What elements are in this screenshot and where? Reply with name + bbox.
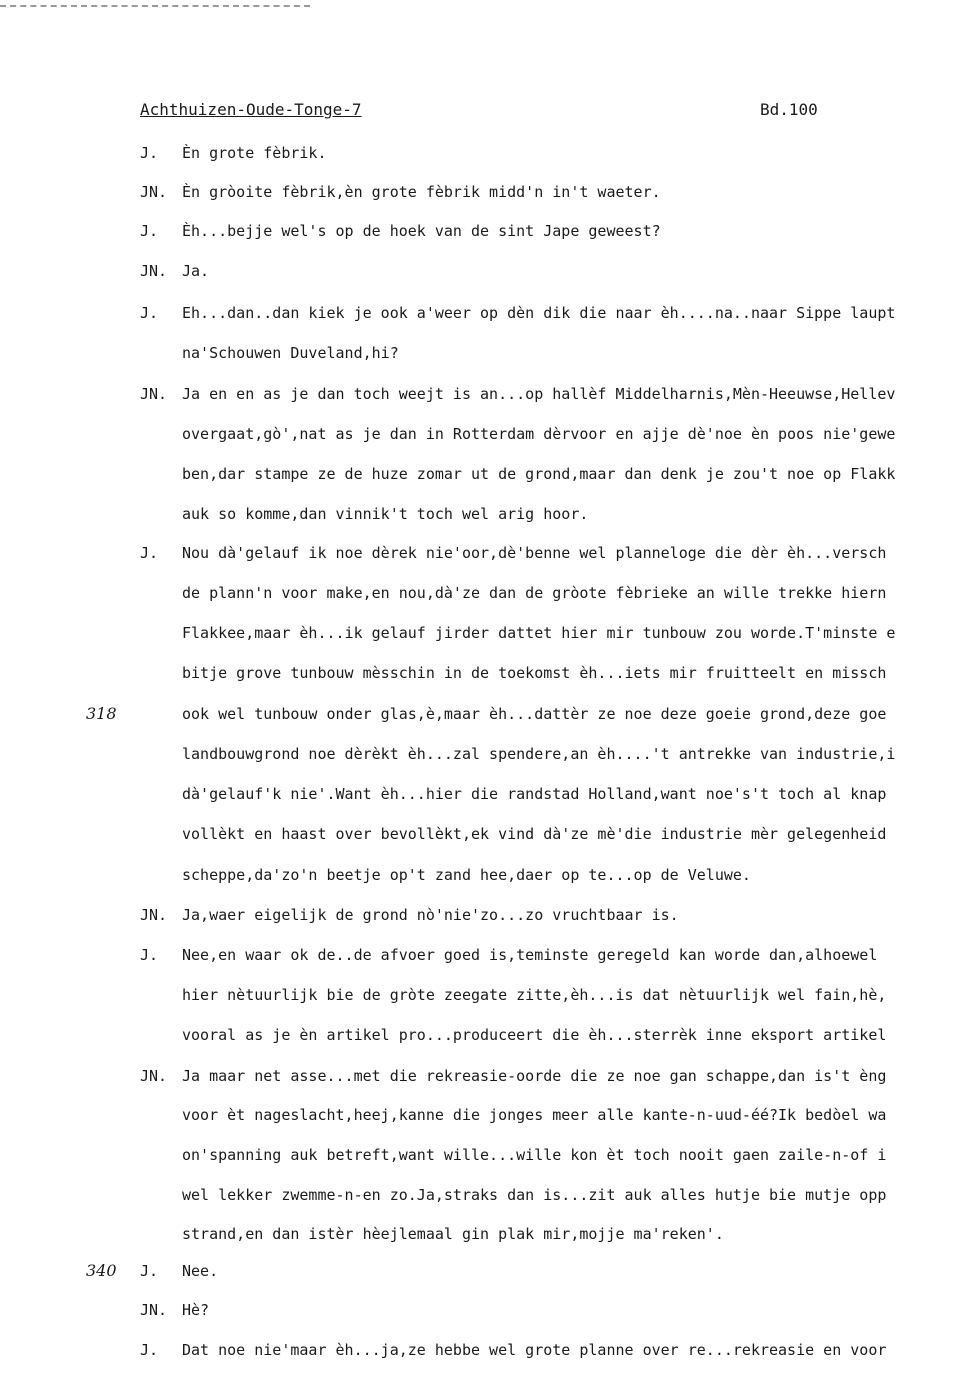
utterance-text: Eh...dan..dan kiek je ook a'weer op dèn dik die naar èh....na..naar Sippe laupt	[182, 304, 896, 322]
utterance-text: auk so komme,dan vinnik't toch wel arig hoor.	[182, 505, 589, 523]
volume-reference: Bd.100	[760, 100, 818, 119]
speaker-label: J.	[140, 544, 159, 562]
utterance-text: wel lekker zwemme-n-en zo.Ja,straks dan is...zit auk alles hutje bie mutje opp	[182, 1186, 887, 1204]
utterance-text: overgaat,gò',nat as je dan in Rotterdam dèrvoor en ajje dè'noe èn poos nie'gewe	[182, 425, 896, 443]
speaker-label: JN.	[140, 385, 168, 403]
scan-edge-mark	[0, 5, 310, 7]
speaker-label: J.	[140, 946, 159, 964]
speaker-label: J.	[140, 304, 159, 322]
utterance-text: Dat noe nie'maar èh...ja,ze hebbe wel grote planne over re...rekreasie en voor	[182, 1341, 887, 1359]
utterance-text: dà'gelauf'k nie'.Want èh...hier die randstad Holland,want noe's't toch al knap	[182, 785, 887, 803]
utterance-text: ook wel tunbouw onder glas,è,maar èh...dattèr ze noe deze goeie grond,deze goe	[182, 705, 887, 723]
speaker-label: JN.	[140, 1067, 168, 1085]
page-title: Achthuizen-Oude-Tonge-7	[140, 100, 362, 119]
utterance-text: vooral as je èn artikel pro...produceert die èh...sterrèk inne eksport artikel	[182, 1026, 887, 1044]
utterance-text: on'spanning auk betreft,want wille...wille kon èt toch nooit gaen zaile-n-of i	[182, 1146, 887, 1164]
speaker-label: J.	[140, 1341, 159, 1359]
utterance-text: Nou dà'gelauf ik noe dèrek nie'oor,dè'benne wel planneloge die dèr èh...versch	[182, 544, 887, 562]
utterance-text: Hè?	[182, 1301, 210, 1319]
utterance-text: bitje grove tunbouw mèsschin in de toekomst èh...iets mir fruitteelt en missch	[182, 664, 887, 682]
utterance-text: de plann'n voor make,en nou,dà'ze dan de gròote fèbrieke an wille trekke hiern	[182, 584, 887, 602]
utterance-text: na'Schouwen Duveland,hi?	[182, 344, 399, 362]
speaker-label: J.	[140, 144, 159, 162]
utterance-text: Ja maar net asse...met die rekreasie-oorde die ze noe gan schappe,dan is't èng	[182, 1067, 887, 1085]
utterance-text: Flakkee,maar èh...ik gelauf jirder dattet hier mir tunbouw zou worde.T'minste e	[182, 624, 896, 642]
utterance-text: Ja en en as je dan toch weejt is an...op hallèf Middelharnis,Mèn-Heeuwse,Hellev	[182, 385, 896, 403]
utterance-text: Èn grote fèbrik.	[182, 144, 327, 162]
utterance-text: Ja,waer eigelijk de grond nò'nie'zo...zo vruchtbaar is.	[182, 906, 679, 924]
utterance-text: Ja.	[182, 262, 210, 280]
speaker-label: JN.	[140, 1301, 168, 1319]
utterance-text: Nee.	[182, 1262, 219, 1280]
speaker-label: JN.	[140, 262, 168, 280]
utterance-text: Nee,en waar ok de..de afvoer goed is,teminste geregeld kan worde dan,alhoewel	[182, 946, 878, 964]
speaker-label: JN.	[140, 183, 168, 201]
speaker-label: JN.	[140, 906, 168, 924]
margin-line-number: 318	[86, 704, 117, 723]
utterance-text: vollèkt en haast over bevollèkt,ek vind dà'ze mè'die industrie mèr gelegenheid	[182, 825, 887, 843]
utterance-text: landbouwgrond noe dèrèkt èh...zal spendere,an èh....'t antrekke van industrie,i	[182, 745, 896, 763]
utterance-text: Èh...bejje wel's op de hoek van de sint Jape geweest?	[182, 222, 661, 240]
utterance-text: voor èt nageslacht,heej,kanne die jonges meer alle kante-n-uud-éé?Ik bedòel wa	[182, 1106, 887, 1124]
utterance-text: Èn gròoite fèbrik,èn grote fèbrik midd'n in't waeter.	[182, 183, 661, 201]
margin-line-number: 340	[86, 1261, 117, 1280]
utterance-text: strand,en dan istèr hèejlemaal gin plak mir,mojje ma'reken'.	[182, 1225, 724, 1243]
utterance-text: scheppe,da'zo'n beetje op't zand hee,daer op te...op de Veluwe.	[182, 866, 751, 884]
speaker-label: J.	[140, 1262, 159, 1280]
utterance-text: hier nètuurlijk bie de gròte zeegate zitte,èh...is dat nètuurlijk wel fain,hè,	[182, 986, 887, 1004]
speaker-label: J.	[140, 222, 159, 240]
utterance-text: ben,dar stampe ze de huze zomar ut de grond,maar dan denk je zou't noe op Flakk	[182, 465, 896, 483]
